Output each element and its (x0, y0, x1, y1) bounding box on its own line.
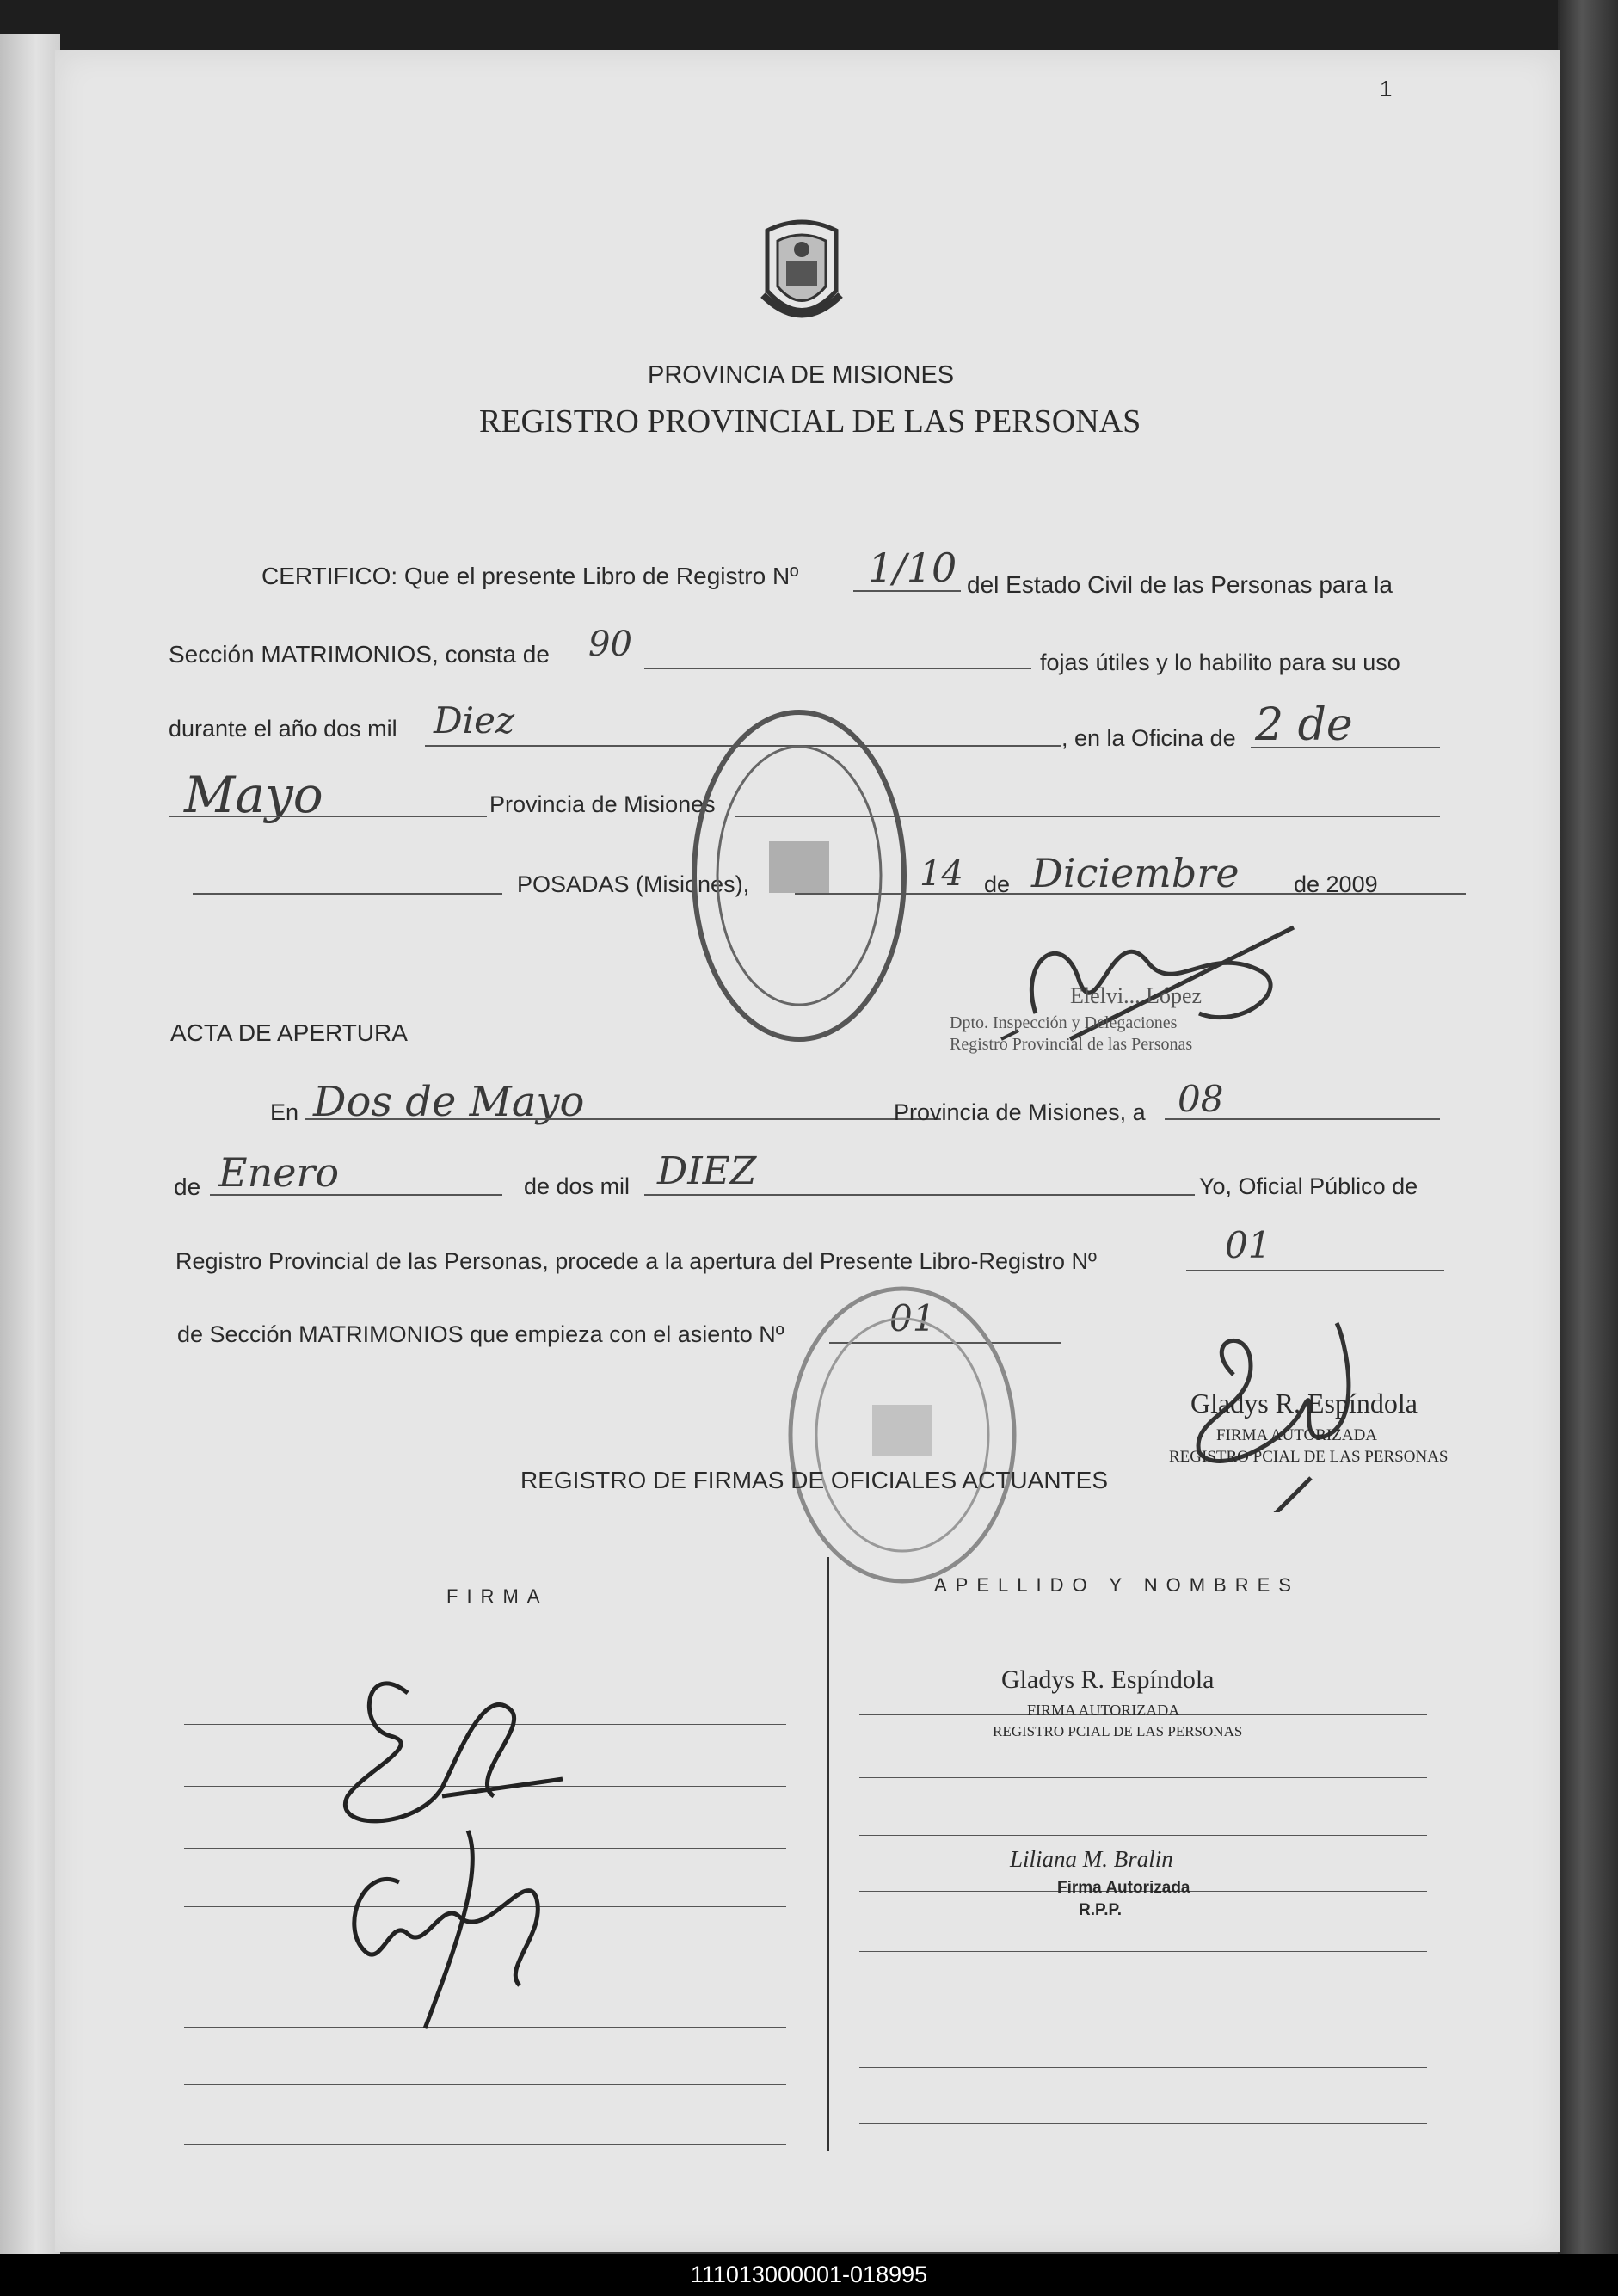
cert-line1-b: del Estado Civil de las Personas para la (967, 571, 1393, 598)
province-coat-of-arms-icon (750, 213, 853, 334)
cert-line2-a: Sección MATRIMONIOS, consta de (169, 641, 550, 668)
registry-title: REGISTRO PROVINCIAL DE LAS PERSONAS (479, 403, 1141, 440)
registry-entry-1-title2: REGISTRO PCIAL DE LAS PERSONAS (993, 1723, 1243, 1739)
cert-line1-a: CERTIFICO: Que el presente Libro de Registro Nº (261, 563, 799, 589)
cert-de: de (984, 871, 1011, 897)
cert-day: 14 (920, 854, 963, 894)
scan-top-edge (0, 0, 1618, 52)
column-header-apellido: APELLIDO Y NOMBRES (934, 1574, 1300, 1596)
firma-signatures-scribble (313, 1659, 674, 2046)
cert-month: Diciembre (1031, 850, 1240, 896)
acta-month: Enero (218, 1149, 340, 1196)
ministry-seal-stamp (687, 704, 911, 1048)
column-header-firma: FIRMA (446, 1585, 549, 1607)
book-cover-right (1558, 0, 1618, 2254)
cert-line2-b: fojas útiles y lo habilito para su uso (1040, 649, 1400, 675)
column-divider (827, 1557, 829, 2151)
cert-year-suffix: de 2009 (1294, 871, 1378, 897)
cert-office-b: Mayo (184, 766, 323, 824)
signature-2-title2: REGISTRO PCIAL DE LAS PERSONAS (1169, 1448, 1449, 1466)
registry-entry-2-name: Liliana M. Bralin (1010, 1846, 1173, 1872)
cert-fojas: 90 (588, 625, 632, 664)
signature-1-title2: Registro Provincial de las Personas (950, 1035, 1193, 1054)
cert-line3-a: durante el año dos mil (169, 716, 397, 742)
signature-1-title1: Dpto. Inspección y Delegaciones (950, 1013, 1178, 1032)
cert-line5-place: POSADAS (Misiones), (517, 871, 750, 897)
acta-province: Provincia de Misiones, a (894, 1099, 1146, 1125)
cert-line4: Provincia de Misiones (489, 791, 716, 817)
signature-1-name: Elelvi... López (1070, 983, 1203, 1008)
acta-asiento: 01 (889, 1297, 936, 1339)
acta-year: DIEZ (657, 1149, 757, 1193)
document-page (55, 50, 1560, 2252)
registry-entry-1-title1: FIRMA AUTORIZADA (1027, 1702, 1180, 1719)
cert-book-number: 1/10 (868, 545, 957, 591)
registry-seal-stamp (782, 1280, 1023, 1590)
signature-2-title1: FIRMA AUTORIZADA (1216, 1426, 1378, 1444)
cert-office-a: 2 de (1255, 699, 1353, 751)
acta-book-no: 01 (1225, 1224, 1271, 1266)
acta-place: Dos de Mayo (313, 1078, 585, 1126)
acta-de-dos-mil: de dos mil (524, 1173, 631, 1199)
province-title: PROVINCIA DE MISIONES (648, 361, 955, 389)
acta-line3: Registro Provincial de las Personas, procede a la apertura del Presente Libro-Registro Nº (175, 1248, 1097, 1274)
cert-line3-b: , en la Oficina de (1061, 725, 1236, 751)
acta-en: En (270, 1099, 299, 1125)
book-binding-left (0, 34, 60, 2254)
acta-day: 08 (1178, 1078, 1224, 1120)
document-id-footer: 111013000001-018995 (0, 2254, 1618, 2296)
registry-entry-1-name: Gladys R. Espíndola (1001, 1665, 1215, 1694)
registry-entry-2-title1: Firma Autorizada (1057, 1879, 1190, 1897)
acta-heading: ACTA DE APERTURA (170, 1019, 408, 1046)
page-number: 1 (1380, 76, 1393, 102)
acta-oficial: Yo, Oficial Público de (1199, 1173, 1418, 1199)
cert-year-text: Diez (434, 699, 515, 742)
registry-entry-2-title2: R.P.P. (1079, 1901, 1123, 1919)
registro-firmas-heading: REGISTRO DE FIRMAS DE OFICIALES ACTUANTES (520, 1467, 1108, 1493)
acta-line4: de Sección MATRIMONIOS que empieza con el asiento Nº (177, 1321, 784, 1347)
acta-de: de (174, 1173, 201, 1200)
signature-2-name: Gladys R. Espíndola (1190, 1388, 1418, 1419)
